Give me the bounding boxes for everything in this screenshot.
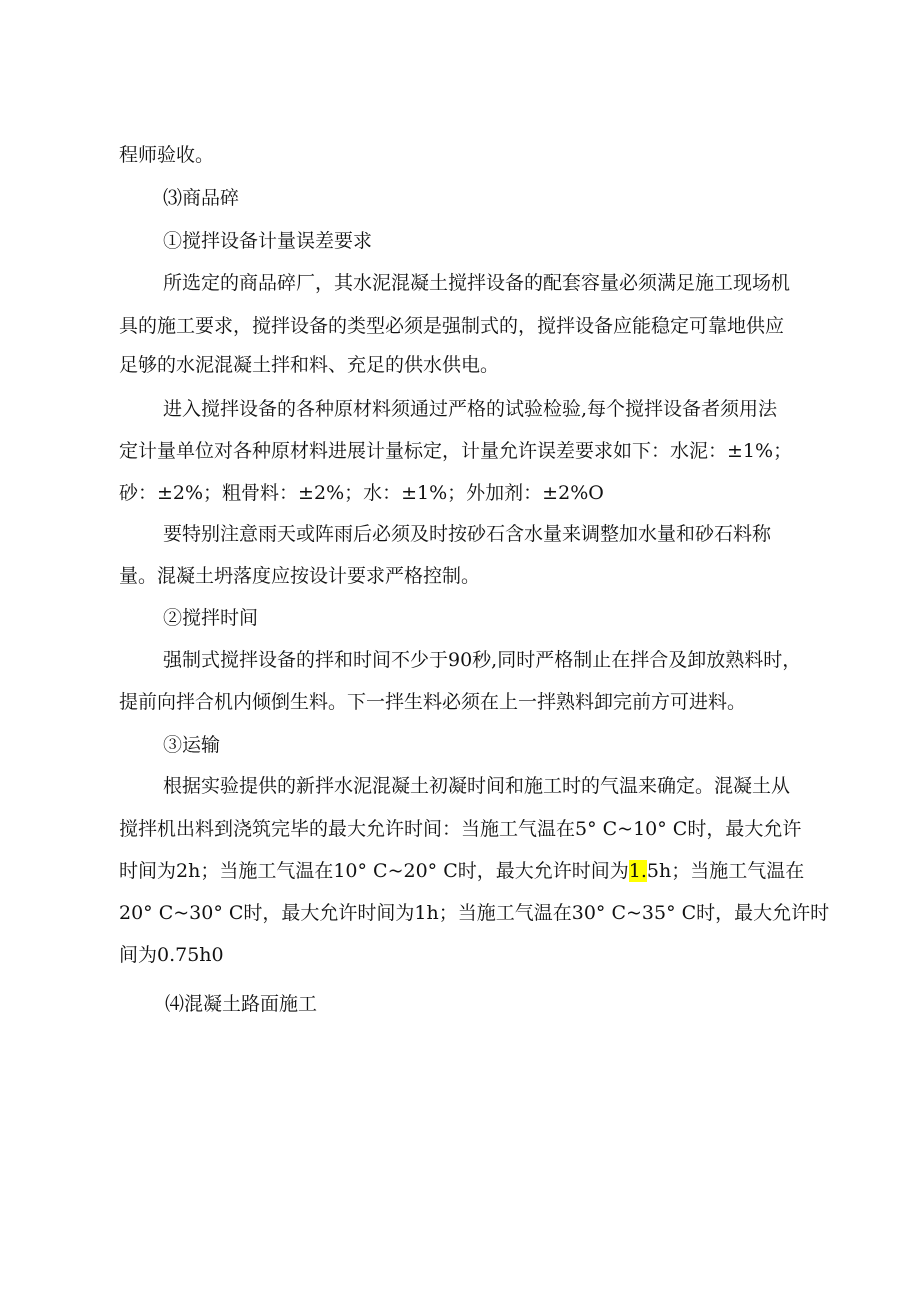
paragraph-line: 所选定的商品碎厂，其水泥混凝土搅拌设备的配套容量必须满足施工现场机: [163, 272, 791, 294]
text-after-highlight: 5h；当施工气温在: [646, 860, 805, 882]
paragraph-line: 足够的水泥混凝土拌和料、充足的供水供电。: [119, 354, 500, 376]
paragraph-line: 提前向拌合机内倾倒生料。下一拌生料必须在上一拌熟料卸完前方可进料。: [119, 691, 747, 713]
subsection-heading: ①搅拌设备计量误差要求: [163, 230, 373, 252]
paragraph-line: 搅拌机出料到浇筑完毕的最大允许时间：当施工气温在5° C~10° C时，最大允许: [119, 818, 802, 840]
section-heading: ⑶商品碎: [163, 187, 240, 209]
paragraph-line: 具的施工要求，搅拌设备的类型必须是强制式的，搅拌设备应能稳定可靠地供应: [119, 315, 785, 337]
paragraph-line: 定计量单位对各种原材料进展计量标定，计量允许误差要求如下：水泥：±1%；: [119, 440, 793, 462]
paragraph-line: 强制式搅拌设备的拌和时间不少于90秒,同时严格制止在拌合及卸放熟料时，: [163, 649, 802, 671]
paragraph-line: 要特别注意雨天或阵雨后必须及时按砂石含水量来调整加水量和砂石料称: [163, 523, 772, 545]
paragraph-line-highlighted: [119, 859, 804, 883]
paragraph-line: 程师验收。: [119, 144, 215, 166]
paragraph-line: 进入搅拌设备的各种原材料须通过严格的试验检验,每个搅拌设备者须用法: [163, 398, 778, 420]
text-before-highlight: 时间为2h；当施工气温在10° C~20° C时，最大允许时间为: [119, 860, 629, 882]
paragraph-line: 量。混凝土坍落度应按设计要求严格控制。: [119, 565, 481, 587]
section-heading: ⑷混凝土路面施工: [165, 993, 318, 1015]
paragraph-line: 间为0.75h0: [119, 944, 224, 966]
paragraph-line: 根据实验提供的新拌水泥混凝土初凝时间和施工时的气温来确定。混凝土从: [163, 775, 791, 797]
paragraph-line: 20° C~30° C时，最大允许时间为1h；当施工气温在30° C~35° C时，最大允许时: [119, 902, 830, 924]
subsection-heading: ③运输: [163, 734, 221, 756]
highlighted-text: 1.: [628, 860, 647, 882]
subsection-heading: ②搅拌时间: [163, 607, 259, 629]
paragraph-line: 砂：±2%；粗骨料：±2%；水：±1%；外加剂：±2%O: [119, 482, 604, 504]
